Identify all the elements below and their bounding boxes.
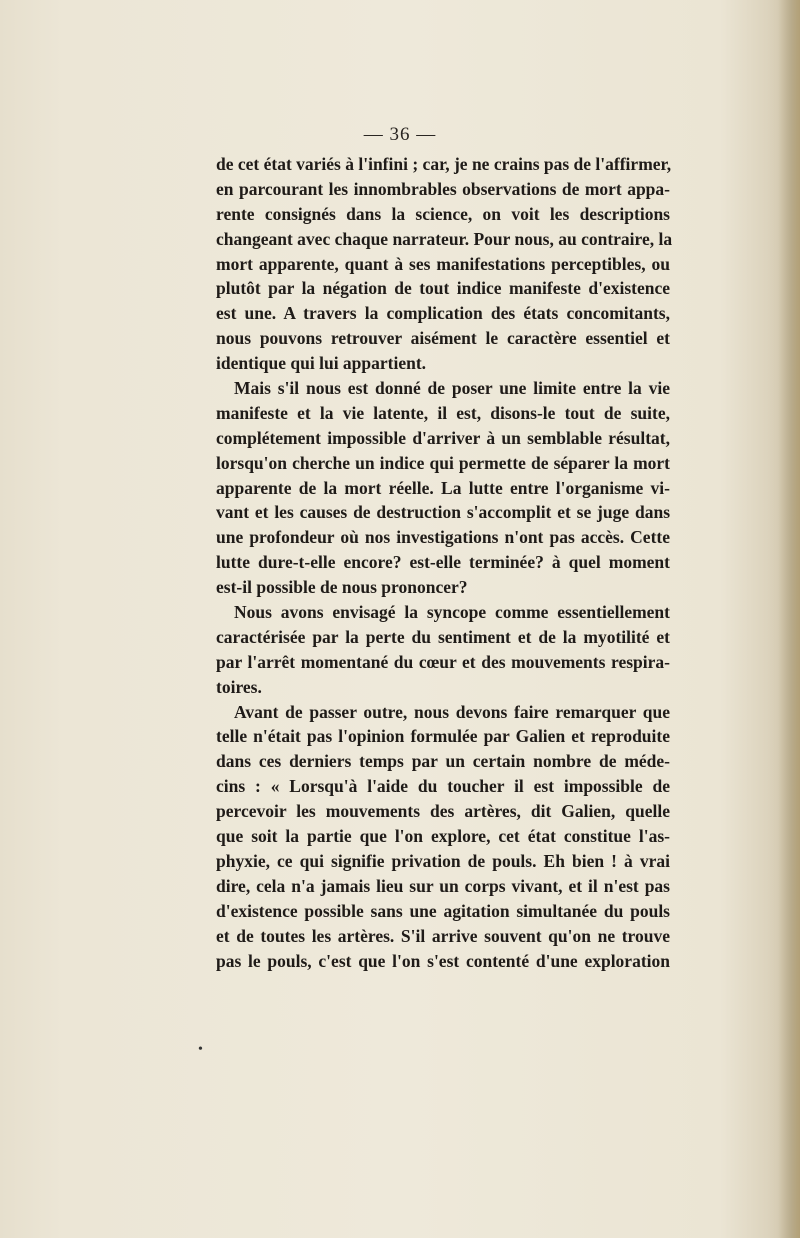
text-line: dire, cela n'a jamais lieu sur un corps vivant, et il n'est pas [216,875,670,896]
body-text [216,152,673,973]
text-line: vant et les causes de destruction s'accomplit et se juge dans [216,502,670,523]
text-line: pas le pouls, c'est que l'on s'est contenté d'une exploration [216,950,670,971]
text-line: en parcourant les innombrables observations de mort appa- [216,178,670,199]
text-line: Mais s'il nous est donné de poser une limite entre la vie [234,378,670,399]
text-line: manifeste et la vie latente, il est, disons-le tout de suite, [216,402,670,423]
text-line: est-il possible de nous prononcer? [216,577,468,598]
page-edge-shadow [778,0,800,1238]
text-line: complétement impossible d'arriver à un semblable résultat, [216,427,670,448]
text-line: lorsqu'on cherche un indice qui permette de séparer la mort [216,452,670,473]
ink-mark: • [198,1042,203,1057]
text-line: phyxie, ce qui signifie privation de pouls. Eh bien ! à vrai [216,850,670,871]
text-line: percevoir les mouvements des artères, dit Galien, quelle [216,801,670,822]
text-line: toires. [216,676,262,697]
text-line: dans ces derniers temps par un certain nombre de méde- [216,751,670,772]
text-line: que soit la partie que l'on explore, cet état constitue l'as- [216,826,670,847]
text-line: identique qui lui appartient. [216,353,427,374]
text-line: Avant de passer outre, nous devons faire remarquer que [234,701,670,722]
text-line: plutôt par la négation de tout indice manifeste d'existence [216,278,670,299]
text-line: nous pouvons retrouver aisément le caractère essentiel et [216,328,670,349]
text-line: est une. A travers la complication des états concomitants, [216,303,670,324]
text-line: caractérisée par la perte du sentiment et de la myotilité et [216,626,670,647]
page-number: — 36 — [363,124,437,145]
text-line: lutte dure-t-elle encore? est-elle terminée? à quel moment [216,552,670,573]
text-line: telle n'était pas l'opinion formulée par Galien et reproduite [216,726,670,747]
text-line: changeant avec chaque narrateur. Pour nous, au contraire, la [216,228,673,249]
text-line: Nous avons envisagé la syncope comme essentiellement [234,602,670,623]
text-line: d'existence possible sans une agitation simultanée du pouls [216,900,670,921]
text-line: apparente de la mort réelle. La lutte entre l'organisme vi- [216,477,670,498]
text-line: une profondeur où nos investigations n'ont pas accès. Cette [216,527,670,548]
text-line: de cet état variés à l'infini ; car, je ne crains pas de l'affirmer, [216,154,672,174]
text-line: rente consignés dans la science, on voit les descriptions [216,203,670,224]
text-line: mort apparente, quant à ses manifestations perceptibles, ou [216,253,670,274]
text-line: par l'arrêt momentané du cœur et des mouvements respira- [216,651,670,672]
text-line: cins : « Lorsqu'à l'aide du toucher il est impossible de [216,776,670,797]
text-line: et de toutes les artères. S'il arrive souvent qu'on ne trouve [216,925,670,946]
